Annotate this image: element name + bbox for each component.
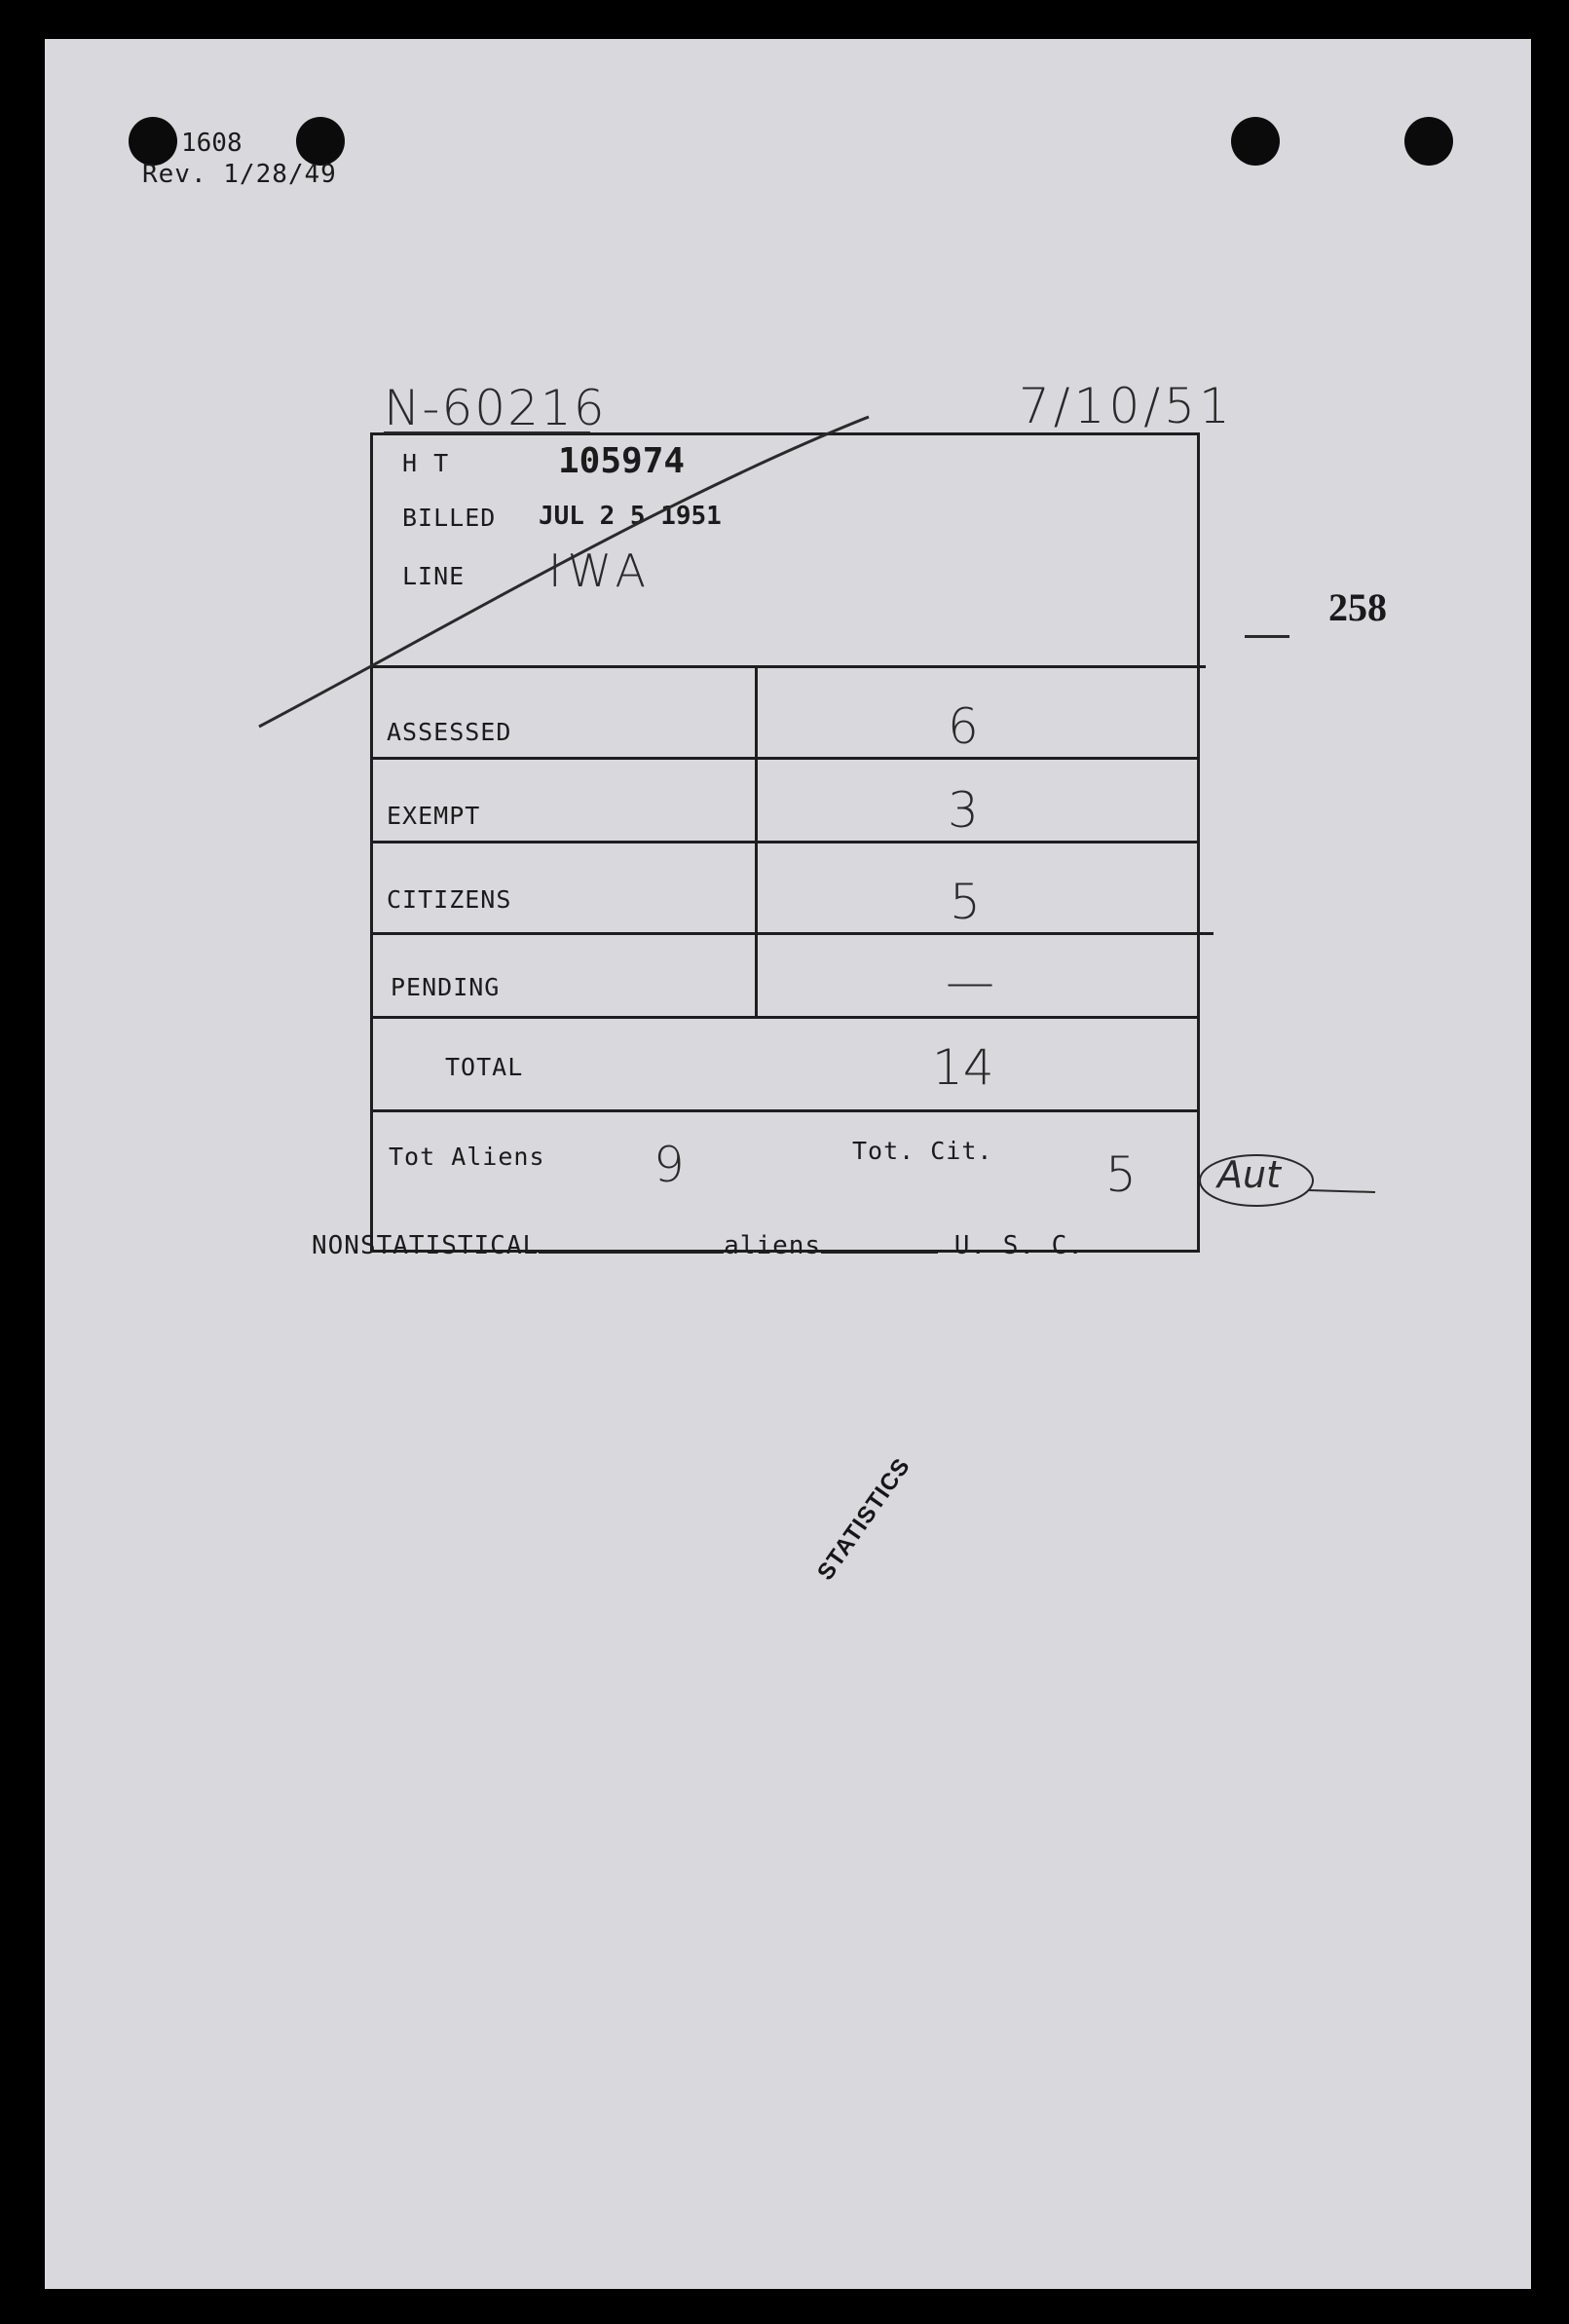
tot-aliens-label: Tot Aliens [389,1143,545,1171]
tot-cit-value: 5 [1105,1146,1137,1203]
initials-tail [1309,1190,1375,1192]
line-label: LINE [402,562,466,590]
row-divider-4 [370,1016,1200,1019]
punch-hole-top-right [1231,117,1280,166]
tot-cit-label: Tot. Cit. [852,1137,993,1165]
punch-hole-top-left-2 [296,117,345,166]
billed-value: JUL 2 5 1951 [539,502,722,531]
header-divider [370,665,1206,668]
punch-hole-top-right-2 [1404,117,1453,166]
ht-label: H T [402,449,450,477]
citizens-value: 5 [950,874,981,930]
row-divider-1 [370,757,1200,760]
column-divider [755,665,758,1016]
exempt-label: EXEMPT [387,802,481,830]
nonstatistical-line [312,1227,1084,1260]
punch-hole-top-left [129,117,177,166]
initials-signature: Aut [1217,1153,1281,1196]
form-revision: Rev. 1/28/49 [142,160,337,189]
page-number: 258 [1328,585,1387,629]
row-divider-3 [370,932,1214,935]
total-value: 14 [932,1039,994,1096]
citizens-label: CITIZENS [387,885,512,914]
billed-label: BILLED [402,504,497,532]
document-page [45,39,1531,2289]
tot-aliens-value: 9 [654,1137,685,1193]
assessed-label: ASSESSED [387,718,512,746]
nonstatistical-blank-2 [821,1227,938,1254]
file-number: N-60216 [384,380,607,436]
statistics-form-box [370,432,1200,1253]
line-value: IWA [548,544,653,597]
row-divider-2 [370,841,1200,843]
pending-value: — [946,954,994,1010]
pending-label: PENDING [391,973,501,1001]
form-date: 7/10/51 [1019,378,1234,434]
total-divider [370,1109,1200,1112]
form-number: 1608 [181,129,243,158]
page-number-dash [1245,635,1289,638]
assessed-value: 6 [948,698,979,755]
nonstatistical-aliens-label: aliens [724,1231,822,1260]
nonstatistical-label: NONSTATISTICAL [312,1231,540,1260]
statistics-stamp: STATISTICS [812,1453,916,1586]
nonstatistical-blank-1 [539,1227,724,1254]
exempt-value: 3 [948,782,979,839]
total-label: TOTAL [445,1053,524,1081]
ht-value: 105974 [558,441,686,481]
nonstatistical-usc-label: U. S. C. [953,1231,1084,1260]
